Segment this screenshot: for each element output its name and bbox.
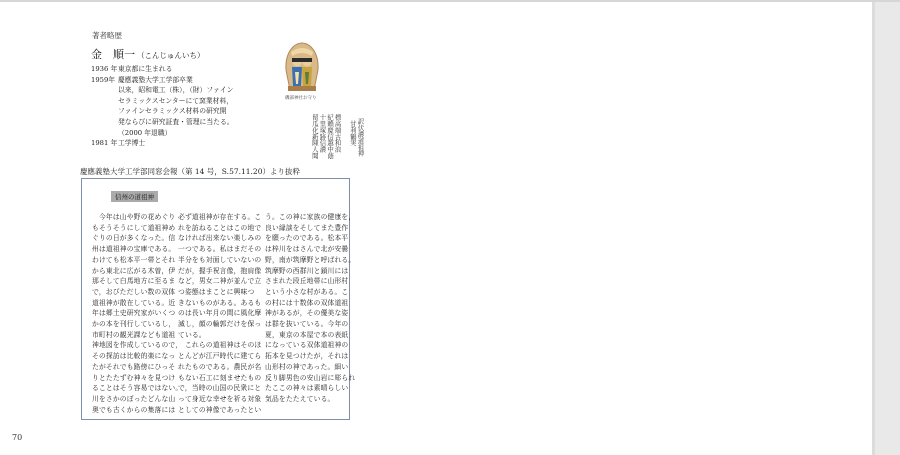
bio-entry bbox=[91, 75, 234, 139]
profile-heading: 著者略歴 bbox=[92, 31, 122, 40]
essay-title: 信州の道祖神 bbox=[111, 191, 158, 202]
works-list-vertical bbox=[310, 114, 371, 174]
essay-column-3: う。この神に家族の健康を， 良い縁談をそしてまた豊作 を願ったのである。松本平 は梓川をはさんで北が安曇 野，南が筑摩野と呼ばれる。 筑摩野の西群川と鎖川には さまれた段丘地帯に山形村 という小さな村がある。こ の村には十数体の双体道祖 神があるが，その優美な姿 は群を抜いている。今年の 夏，東京の本屋で本の表紙 になっている双体道祖神の 拓本を見つけたが，それは 山形村の神であった。細い 反り脚男色の安山岩に彫られ たここの神々は素晴らしい 気品をたたえている。 bbox=[265, 213, 356, 403]
photo-caption: 磯部神社お守り bbox=[285, 96, 317, 101]
author-name bbox=[91, 46, 205, 62]
bio-entry bbox=[91, 64, 234, 75]
bio-year: 1936 年 bbox=[91, 65, 118, 73]
bio-text: 東京都に生まれる bbox=[118, 65, 173, 73]
essay-column-1: 今年は山や野の花めぐり もそうそうにして道祖神め ぐりの日が多くなった。信 州は道祖神の宝庫である。 わけても松本平一帯とそれ から東北に広がる木曽，伊 那そして白馬地方に至るま で，おびただしい数の双体 道祖神が散在している。近 年は郷土史研究家がいくつ かの本を刊行しているし， 市町村の観光課なども道祖 神地図を作成しているので， その探訪は比較的楽になっ たがそれでも路傍にひっそ りとたたずむ神々を見つけ ることはそう容易ではない。 川をさかのぼったどんな山 奥でも古くからの集落には bbox=[92, 213, 183, 414]
essay-box bbox=[81, 178, 356, 420]
source-citation: 慶應義塾大学工学部同窓会報（第 14 号，S.57.11.20）より抜粋 bbox=[80, 167, 300, 176]
bio-year: 1981 年 bbox=[91, 139, 118, 148]
adjacent-page-edge bbox=[875, 2, 900, 455]
bio-text: 慶應義塾大学工学部卒業 以来，昭和電工（株），（財）ファイン セラミックスセンターにて窯業材料， ファインセラミックス材料の研究開 発ならびに研究証査・管理に当たる。 （2000 年退職） bbox=[118, 75, 234, 137]
dosojin-charm-photo bbox=[282, 40, 322, 92]
author-name-reading: （こんじゅんいち） bbox=[137, 51, 205, 60]
bio-text: 工学博士 bbox=[118, 139, 146, 148]
biography bbox=[91, 64, 234, 149]
bio-entry bbox=[91, 138, 234, 149]
author-name-text: 金 順一 bbox=[91, 48, 135, 61]
bio-year: 1959年 bbox=[91, 75, 116, 84]
works-list-text: 訳伏濃道祖神 甘利鶴実 標高端古和浪 紀賴慶信越中蔭 十里塚跡信濃 留瓜化新陳人聞 bbox=[310, 114, 365, 159]
page-number: 70 bbox=[12, 433, 23, 442]
essay-column-2: 必ず道祖神が存在する。こ れを訪ねることはこの地で なければ出来ない楽しみの 一つである。私はまだその 半分をも対面していないの だが，握手祝言像，抱肩像 など，男女二神が並んで立 つ姿態はまことに興味つ きないものがある。あるも のは長い年月の間に風化摩 滅し，顔の輪郭だけを保っ ている。 これらの道祖神はそのほ とんどが江戸時代に建てら れたものである。農民が名 もない石工に刻ませたもの で，当時の山国の民衆にと って身近な幸せを祈る対象 としての神像であったとい bbox=[178, 213, 262, 414]
